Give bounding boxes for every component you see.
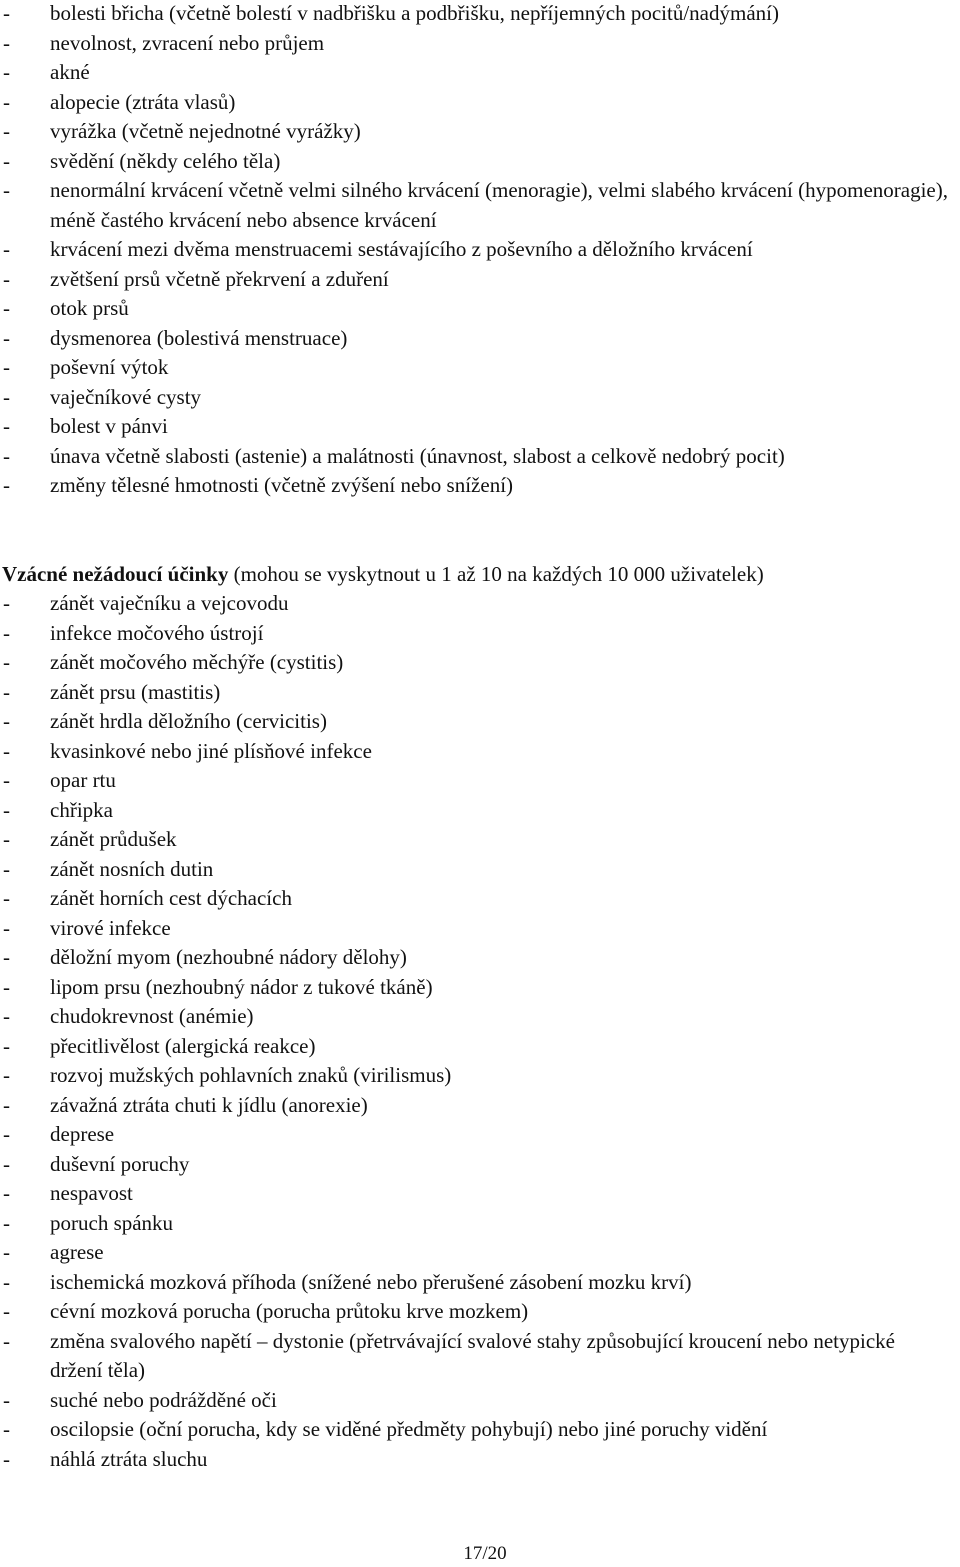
list-item (0, 1327, 950, 1386)
list-item-text: poruch spánku (50, 1210, 174, 1235)
list-marker: - (3, 1004, 10, 1028)
list-marker: - (3, 1387, 10, 1412)
list-item (0, 1386, 950, 1416)
list-marker: - (3, 1, 10, 25)
list-marker: - (3, 1181, 10, 1205)
list-marker: - (3, 1240, 10, 1264)
list-item-text: krvácení mezi dvěma menstruacemi sestávajícího z poševního a děložního krvácení (50, 237, 753, 261)
list-marker: - (3, 237, 10, 261)
list-item-text: nenormální krvácení včetně velmi silného krvácení (menoragie), velmi slabého krvácení (hypomenoragie), méně častého krvácení nebo absence krvácení (50, 178, 948, 232)
list-marker: - (3, 89, 10, 114)
list-marker: - (3, 856, 10, 881)
list-marker: - (3, 620, 10, 645)
list-marker: - (3, 1210, 10, 1235)
list-item (0, 1002, 950, 1032)
list-marker: - (3, 1299, 10, 1323)
list-item (0, 619, 950, 649)
list-item (0, 176, 950, 235)
list-marker: - (3, 119, 10, 143)
list-item-text: bolesti břicha (včetně bolestí v nadbřišku a podbřišku, nepříjemných pocitů/nadýmání) (50, 1, 779, 25)
list-marker: - (3, 945, 10, 969)
list-marker: - (3, 1328, 10, 1353)
list-item (0, 737, 950, 767)
list-marker: - (3, 650, 10, 674)
list-item-text: zánět nosních dutin (50, 856, 214, 881)
list-item-text: chudokrevnost (anémie) (50, 1004, 254, 1028)
list-marker: - (3, 148, 10, 173)
list-item-text: závažná ztráta chuti k jídlu (anorexie) (50, 1092, 368, 1117)
list-item-text: zánět prsu (mastitis) (50, 679, 221, 704)
list-item (0, 1091, 950, 1121)
list-marker: - (3, 1417, 10, 1441)
list-item-text: suché nebo podrážděné oči (50, 1387, 277, 1412)
list-item (0, 973, 950, 1003)
list-item (0, 825, 950, 855)
list-item-text: zánět vaječníku a vejcovodu (50, 591, 289, 615)
list-item-text: deprese (50, 1122, 115, 1146)
list-marker: - (3, 1269, 10, 1294)
list-item-text: nevolnost, zvracení nebo průjem (50, 30, 325, 55)
list-item-text: vaječníkové cysty (50, 384, 202, 409)
list-item (0, 589, 950, 619)
list-marker: - (3, 738, 10, 763)
list-item-text: svědění (někdy celého těla) (50, 148, 281, 173)
list-item (0, 1238, 950, 1268)
list-item-text: vyrážka (včetně nejednotné vyrážky) (50, 119, 361, 143)
page-number: 17/20 (463, 1543, 507, 1564)
list-item-text: nespavost (50, 1181, 133, 1205)
list-marker: - (3, 709, 10, 733)
list-marker: - (3, 886, 10, 910)
list-item-text: únava včetně slabosti (astenie) a malátnosti (únavnost, slabost a celkově nedobrý pocit) (50, 443, 785, 468)
list-item (0, 147, 950, 177)
list-item-text: oscilopsie (oční porucha, kdy se viděné předměty pohybují) nebo jiné poruchy vidění (50, 1417, 768, 1441)
list-item-text: dysmenorea (bolestivá menstruace) (50, 325, 348, 350)
list-marker: - (3, 414, 10, 438)
list-item-text: virové infekce (50, 915, 171, 940)
list-item (0, 1297, 950, 1327)
list-item (0, 1415, 950, 1445)
list-item (0, 914, 950, 944)
list-marker: - (3, 797, 10, 822)
list-marker: - (3, 1151, 10, 1176)
list-item (0, 1179, 950, 1209)
list-marker: - (3, 325, 10, 350)
list-item-text: infekce močového ústrojí (50, 620, 264, 645)
list-item (0, 353, 950, 383)
list-item-text: otok prsů (50, 296, 129, 320)
list-item-text: zánět hrdla děložního (cervicitis) (50, 709, 327, 733)
list-item (0, 442, 950, 472)
list-item (0, 324, 950, 354)
list-item (0, 29, 950, 59)
list-marker: - (3, 296, 10, 320)
list-item (0, 1032, 950, 1062)
list-item (0, 648, 950, 678)
rare-effects-list (0, 589, 950, 1474)
list-marker: - (3, 1446, 10, 1471)
list-marker: - (3, 1122, 10, 1146)
list-item (0, 1209, 950, 1239)
list-item-text: opar rtu (50, 768, 116, 792)
list-item-text: agrese (50, 1240, 104, 1264)
list-marker: - (3, 974, 10, 999)
list-item (0, 58, 950, 88)
list-marker: - (3, 443, 10, 468)
list-item (0, 1268, 950, 1298)
list-marker: - (3, 60, 10, 84)
list-marker: - (3, 355, 10, 379)
list-item-text: poševní výtok (50, 355, 169, 379)
list-item-text: lipom prsu (nezhoubný nádor z tukové tkáně) (50, 974, 433, 999)
list-item-text: zánět horních cest dýchacích (50, 886, 292, 910)
list-item-text: změny tělesné hmotnosti (včetně zvýšení nebo snížení) (50, 473, 514, 497)
list-item (0, 383, 950, 413)
list-marker: - (3, 30, 10, 55)
list-item (0, 884, 950, 914)
rare-effects-heading (2, 560, 764, 590)
list-item (0, 707, 950, 737)
list-item-text: bolest v pánvi (50, 414, 168, 438)
list-marker: - (3, 1092, 10, 1117)
list-item (0, 265, 950, 295)
list-item-text: akné (50, 60, 90, 84)
common-effects-list (0, 0, 950, 501)
list-marker: - (3, 473, 10, 497)
list-item (0, 294, 950, 324)
list-marker: - (3, 178, 10, 202)
list-item (0, 1445, 950, 1475)
list-item-text: zvětšení prsů včetně překrvení a zduření (50, 266, 389, 291)
list-marker: - (3, 1033, 10, 1058)
list-item-text: zánět močového měchýře (cystitis) (50, 650, 344, 674)
list-item-text: přecitlivělost (alergická reakce) (50, 1033, 316, 1058)
list-item-text: změna svalového napětí – dystonie (přetrvávající svalové stahy způsobující kroucení nebo netypické držení těla) (50, 1328, 895, 1382)
list-item-text: náhlá ztráta sluchu (50, 1446, 208, 1471)
list-item (0, 766, 950, 796)
list-item (0, 855, 950, 885)
list-item (0, 88, 950, 118)
list-marker: - (3, 768, 10, 792)
list-item-text: děložní myom (nezhoubné nádory dělohy) (50, 945, 407, 969)
list-item (0, 412, 950, 442)
list-item-text: cévní mozková porucha (porucha průtoku krve mozkem) (50, 1299, 529, 1323)
list-item (0, 0, 950, 29)
list-marker: - (3, 591, 10, 615)
list-item-text: zánět průdušek (50, 827, 177, 851)
list-marker: - (3, 384, 10, 409)
rare-effects-heading-bold: Vzácné nežádoucí účinky (2, 562, 229, 586)
list-marker: - (3, 266, 10, 291)
list-item-text: ischemická mozková příhoda (snížené nebo přerušené zásobení mozku krví) (50, 1269, 692, 1294)
list-item (0, 471, 950, 501)
list-item (0, 1061, 950, 1091)
list-item (0, 235, 950, 265)
rare-effects-heading-frequency: (mohou se vyskytnout u 1 až 10 na každých 10 000 uživatelek) (228, 562, 764, 586)
list-item (0, 678, 950, 708)
list-item-text: duševní poruchy (50, 1151, 190, 1176)
list-item (0, 117, 950, 147)
list-item-text: rozvoj mužských pohlavních znaků (virilismus) (50, 1063, 452, 1087)
list-item-text: alopecie (ztráta vlasů) (50, 89, 236, 114)
list-item (0, 796, 950, 826)
list-marker: - (3, 827, 10, 851)
list-item (0, 1120, 950, 1150)
list-item (0, 1150, 950, 1180)
list-marker: - (3, 915, 10, 940)
list-marker: - (3, 1063, 10, 1087)
list-item (0, 943, 950, 973)
list-item-text: kvasinkové nebo jiné plísňové infekce (50, 738, 372, 763)
list-item-text: chřipka (50, 797, 113, 822)
list-marker: - (3, 679, 10, 704)
